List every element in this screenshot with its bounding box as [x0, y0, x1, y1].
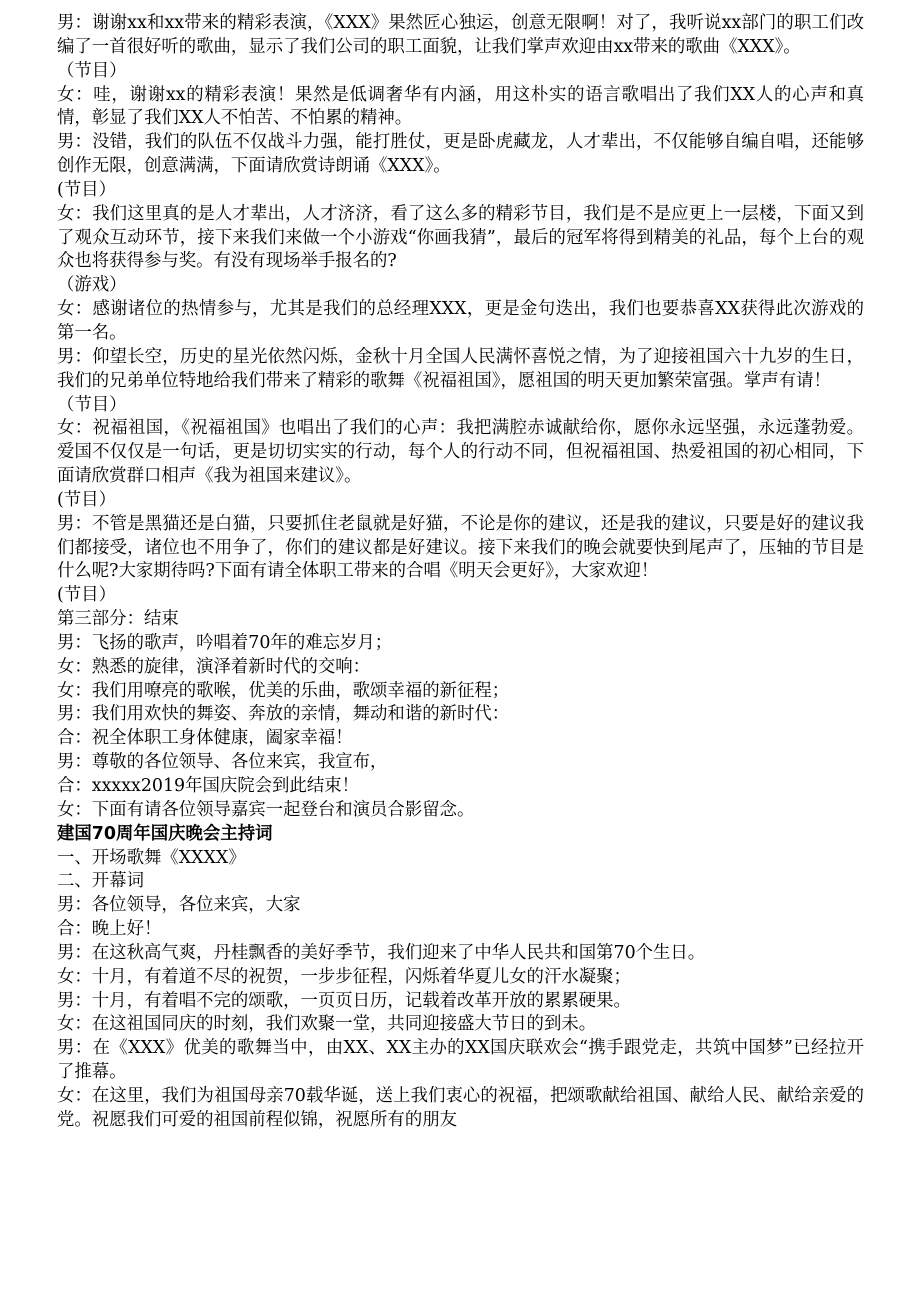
script-paragraph: (节目）	[57, 585, 116, 606]
script-paragraph: 男：不管是黑猫还是白猫，只要抓住老鼠就是好猫，不论是你的建议，还是我的建议，只要是好的建议我们都接受，诸位也不用争了，你们的建议都是好建议。接下来我们的晚会就要快到尾声了，压轴的节目是什么呢?大家期待吗?下面有请全体职工带来的合唱《明天会更好》，大家欢迎！	[57, 513, 864, 582]
script-paragraph: 男：飞扬的歌声，吟唱着70年的难忘岁月；	[57, 632, 393, 653]
script-paragraph: 男：在这秋高气爽，丹桂飘香的美好季节，我们迎来了中华人民共和国第70个生日。	[57, 942, 706, 963]
script-paragraph: （节目）	[57, 394, 127, 415]
script-paragraph: 女：哇，谢谢xx的精彩表演！果然是低调奢华有内涵，用这朴实的语言歌唱出了我们XX人的心声和真情，彰显了我们XX人不怕苦、不怕累的精神。	[57, 84, 864, 129]
script-paragraph: 女：在这里，我们为祖国母亲70载华诞，送上我们衷心的祝福，把颂歌献给祖国、献给人民、献给亲爱的党。祝愿我们可爱的祖国前程似锦，祝愿所有的朋友	[57, 1085, 864, 1130]
script-paragraph: 女：下面有请各位领导嘉宾一起登台和演员合影留念。	[57, 799, 475, 820]
script-paragraph: 男：各位领导，各位来宾，大家	[57, 895, 301, 916]
script-paragraph: 女：熟悉的旋律，演泽着新时代的交响：	[57, 656, 371, 677]
script-paragraph: 第三部分：结束	[57, 609, 179, 630]
script-paragraph: 男：我们用欢快的舞姿、奔放的亲情，舞动和谐的新时代：	[57, 704, 510, 725]
script-paragraph: (节目）	[57, 179, 116, 200]
script-paragraph: 合：晚上好！	[57, 919, 162, 940]
script-paragraph: 女：祝福祖国，《祝福祖国》也唱出了我们的心声：我把满腔赤诚献给你，愿你永远坚强，永远蓬勃爱。爱国不仅仅是一句话，更是切切实实的行动，每个人的行动不同，但祝福祖国、热爱祖国的初心相同，下面请欣赏群口相声《我为祖国来建议》。	[57, 418, 864, 487]
script-paragraph: 女：十月，有着道不尽的祝贺，一步步征程，闪烁着华夏儿女的汗水凝聚；	[57, 966, 631, 987]
script-paragraph: 女：感谢诸位的热情参与，尤其是我们的总经理XXX，更是金句迭出，我们也要恭喜XX获得此次游戏的第一名。	[57, 299, 864, 343]
script-paragraph: （节目）	[57, 60, 127, 81]
script-paragraph: 男：没错，我们的队伍不仅战斗力强，能打胜仗，更是卧虎藏龙，人才辈出，不仅能够自编自唱，还能够创作无限，创意满满，下面请欣赏诗朗诵《XXX》。	[57, 132, 864, 177]
script-paragraph: （游戏）	[57, 275, 127, 296]
script-paragraph: 男：谢谢xx和xx带来的精彩表演，《XXX》果然匠心独运，创意无限啊！对了，我听说xx部门的职工们改编了一首很好听的歌曲，显示了我们公司的职工面貌，让我们掌声欢迎由xx带来的歌曲《XXX》。	[57, 13, 864, 57]
script-paragraph: 女：我们这里真的是人才辈出，人才济济，看了这么多的精彩节目，我们是不是应更上一层楼，下面又到了观众互动环节，接下来我们来做一个小游戏“你画我猜”，最后的冠军将得到精美的礼品，每个上台的观众也将获得参与奖。有没有现场举手报名的?	[57, 203, 864, 272]
script-paragraph: 女：在这祖国同庆的时刻，我们欢聚一堂，共同迎接盛大节日的到未。	[57, 1014, 597, 1035]
script-paragraph: 合：xxxxx2019年国庆院会到此结束！	[57, 776, 359, 796]
script-paragraph: 二、开幕词	[57, 871, 144, 892]
script-paragraph: 女：我们用嘹亮的歌喉，优美的乐曲，歌颂幸福的新征程；	[57, 680, 510, 701]
script-paragraph: (节目）	[57, 489, 116, 510]
script-paragraph: 男：在《XXX》优美的歌舞当中，由XX、XX主办的XX国庆联欢会“携手跟党走，共筑中国梦”已经拉开了推幕。	[57, 1038, 864, 1083]
script-paragraph: 合：祝全体职工身体健康，阖家幸福！	[57, 728, 353, 749]
section-heading: 建国70周年国庆晚会主持词	[57, 823, 273, 844]
script-paragraph: 一、开场歌舞《XXXX》	[57, 847, 246, 868]
script-paragraph: 男：尊敬的各位领导、各位来宾，我宣布，	[57, 752, 388, 773]
script-paragraph: 男：仰望长空，历史的星光依然闪烁，金秋十月全国人民满怀喜悦之情，为了迎接祖国六十九岁的生日，我们的兄弟单位特地给我们带来了精彩的歌舞《祝福祖国》，愿祖国的明天更加繁荣富强。掌声有请！	[57, 346, 864, 391]
script-paragraph: 男：十月，有着唱不完的颂歌，一页页日历，记载着改革开放的累累硬果。	[57, 990, 631, 1011]
